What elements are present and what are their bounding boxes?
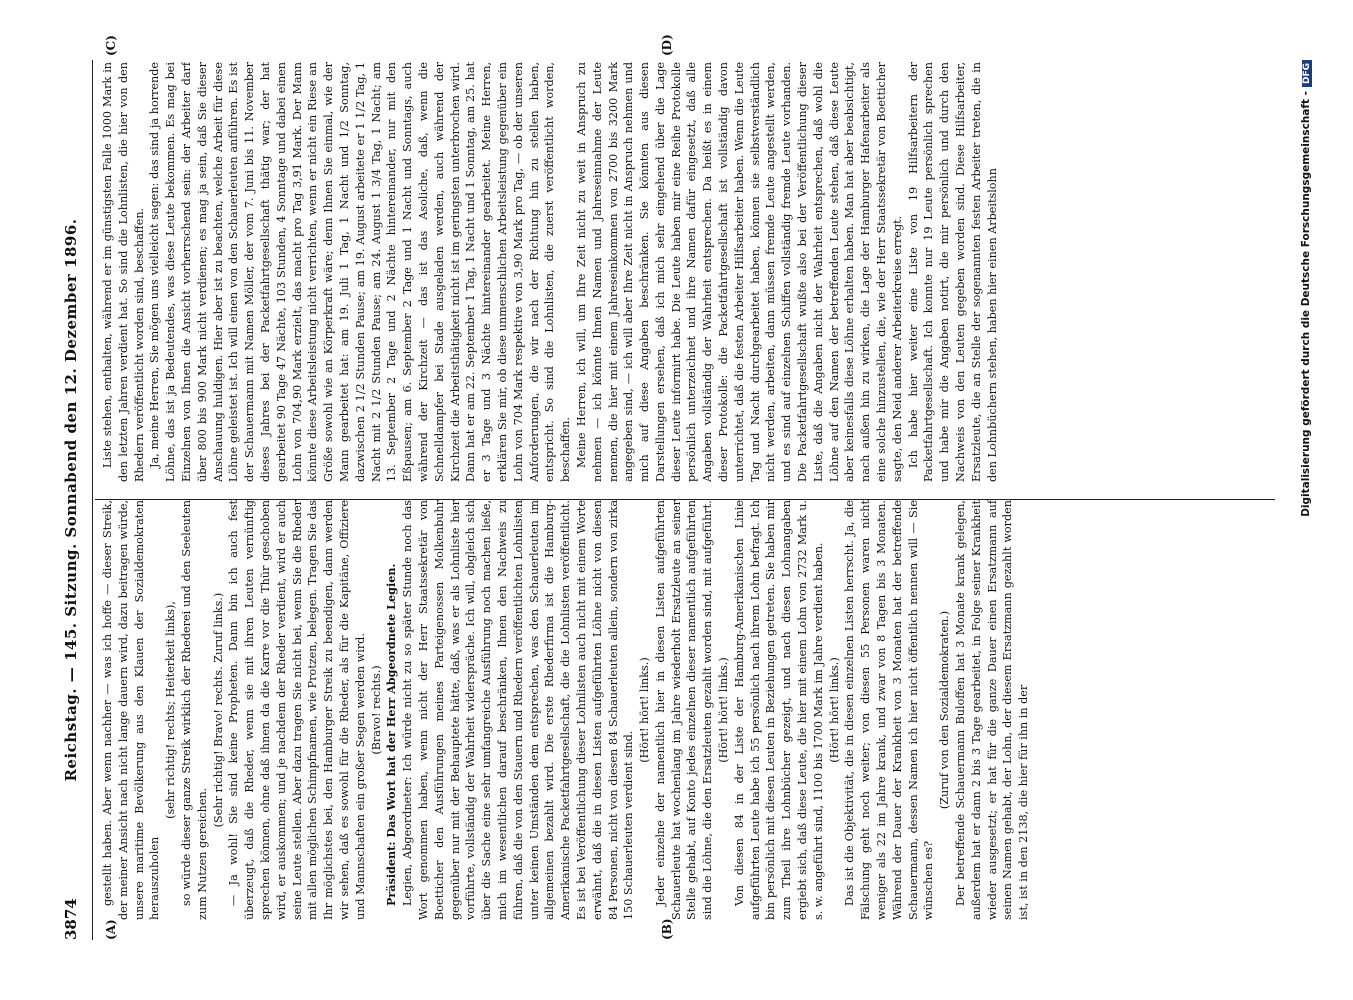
interjection: (Sehr richtig! Bravo! rechts. Zuruf links.) <box>211 592 225 828</box>
paragraph: Der betreffende Schauermann Buloffen hat 3 Monate krank gelegen, außerdem hat er dann 2 bis 3 Tage gearbeitet, in Folge seiner Krankheit wieder ausgesetzt; er hat für die ganze Dauer einen Ersatzmann auf seinen Namen gehabt, der Lohn, der diesem Ersatzmann gezahlt worden ist, ist in den 2138, die hier für ihn in der <box>954 500 1031 920</box>
right-text-column <box>100 62 1275 482</box>
page-number: 3874 <box>62 898 80 940</box>
interjection: (Zuruf von den Sozialdemokraten.) <box>938 610 952 810</box>
paragraph: so würde dieser ganze Streik wirklich der Rhederei und den Seeleuten zum Nutzen gereichen. <box>179 500 209 920</box>
footer-text: Digitalisierung gefördert durch die Deutsche Forschungsgemeinschaft - <box>1300 91 1312 517</box>
interjection: (Bravo! rechts.) <box>369 665 383 755</box>
header-rule <box>92 60 93 940</box>
margin-marker-a: (A) <box>104 919 118 940</box>
paragraph: — Ja wohl! Sie sind keine Propheten. Dann bin ich auch fest überzeugt, daß die Rheder, wenn sie mit ihren Leuten vernünftig sprechen können, ohne daß ihnen da die Karre vor die Thür geschoben wird, er auskommen; und je nachdem der Rheder verdient, wird er auch seine Leute stellen. Aber dazu tragen Sie nicht bei, wenn Sie die Rheder mit allen möglichen Schimpfnamen, wie Protzen, belegen. Tragen Sie das Ihr möglichstes bei, den Hamburger Streik zu beendigen, dann werden wir sehen, daß es sowohl für die Rheder, als für die Kapitäne, Offiziere und Mannschaften ein großer Segen werden wird. <box>227 500 367 920</box>
paragraph: Liste stehen, enthalten, während er im günstigsten Falle 1000 Mark in den letzten Jahren verdient hat. So sind die Lohnlisten, die hier von den Rhedern veröffentlicht worden sind, beschaffen. <box>101 62 146 482</box>
interjection: (sehr richtig! rechts; Heiterkeit links), <box>164 601 178 819</box>
speaker-line: Präsident: Das Wort hat der Herr Abgeordnete Legien. <box>384 563 399 906</box>
paragraph: Das ist die Objektivität, die in diesen einzelnen Listen herrscht. Ja, die Fälschung geht noch weiter; von diesen 55 Personen waren nicht weniger als 22 im Jahre krank, und zwar von 8 Tagen bis 3 Monaten. Während der Dauer der Krankheit von 3 Monaten hat der betreffende Schauermann, dessen Namen ich hier nicht öffentlich nennen will — Sie wünschen es? <box>843 500 936 920</box>
margin-marker-b: (B) <box>660 918 674 940</box>
paragraph: Legien, Abgeordneter: Ich würde nicht zu so später Stunde noch das Wort genommen haben, wenn nicht der Herr Staatssekretär von Boetticher den Ausführungen meines Parteigenossen Molkenbuhr gegenüber nur mit der Behauptete hätte, daß, was er als Lohnliste hier vorführte, vollständig der Wahrheit widerspräche. Ich will, obgleich sich über die Sache eine sehr umfangreiche Ausführung noch machen ließe, mich im wesentlichen darauf beschränken, Ihnen den Nachweis zu führen, daß die von den Stauern und Rhedern veröffentlichten Lohnlisten unter keinen Umständen dem entsprechen, was den Schauerleuten im allgemeinen bezahlt wird. Die erste Rhederfirma ist die Hamburg-Amerikanische Packetfahrtgesellschaft, die die Lohnlisten veröffentlicht. Es ist bei Veröffentlichung dieser Lohnlisten auch nicht mit einem Worte erwähnt, daß die in diesen Listen aufgeführten Löhne nicht von diesen 84 Personen, nicht von diesen 84 Schauerleuten allein, sondern von zirka 150 Schauerleuten verdient sind. <box>401 500 636 920</box>
page-header <box>62 60 86 940</box>
page-title: Reichstag. — 145. Sitzung. Sonnabend den 12. Dezember 1896. <box>62 218 80 782</box>
left-text-column <box>100 500 1275 920</box>
paragraph: Meine Herren, ich will, um Ihre Zeit nicht zu weit in Anspruch zu nehmen — ich könnte Ihnen Namen und Jahreseinnahme der Leute nennen, die hier mit einem Jahreseinkommen von 2700 bis 3200 Mark angegeben sind, — ich will aber Ihre Zeit nicht in Anspruch nehmen und mich auf diese Angaben beschränken. Sie könnten aus diesen Darstellungen ersehen, daß ich mich sehr eingehend über die Lage dieser Leute informirt habe. Die Leute haben mir eine Reihe Protokolle persönlich unterzeichnet und ihre Namen dafür eingesetzt, daß alle Angaben vollständig der Wahrheit entsprechen. Da heißt es in einem dieser Protokolle: die Packetfahrtgesellschaft ist vollständig davon unterrichtet, daß die festen Arbeiter Hilfsarbeiter haben. Wenn die Leute Tag und Nacht durchgearbeitet haben, können sie selbstverständlich nicht werden, arbeiten, dann müssen fremde Leute angestellt werden, und es sind auf einzelnen Schiffen vollständig fremde Leute vorhanden. Die Packetfahrtgesellschaft wußte also bei der Veröffentlichung dieser Liste, daß die Angaben nicht der Wahrheit entsprechen, daß wohl die Löhne auf den Namen der betreffenden Leute stehen, daß diese Leute aber keinesfalls diese Löhne erhalten haben. Man hat aber beabsichtigt, nach außen hin zu wirken, die Lage der Hamburger Hafenarbeiter als eine solche hinzustellen, die, wie der Herr Staatssekretär von Boetticher sagte, den Neid anderer Arbeiterkreise erregt. <box>574 62 904 482</box>
digitization-footer <box>1300 60 1312 940</box>
paragraph: Ja, meine Herren, Sie mögen uns vielleicht sagen: das sind ja horrende Löhne, das ist ja Bedeutendes, was diese Leute bekommen. Es mag bei Einzelnen von Ihnen die Ansicht vorherrschend sein: der Arbeiter darf über 800 bis 900 Mark nicht verdienen; es mag ja sein, daß Sie dieser Anschauung huldigen. Hier aber ist zu beachten, welche Arbeit für diese Löhne geleistet ist. Ich will einen von den Schauerleuten anführen. Es ist der Schauermann mit Namen Möller, der vom 7. Juni bis 11. November dieses Jahres bei der Packetfahrtgesellschaft thätig war; der hat gearbeitet 90 Tage 47 Nächte, 103 Stunden, 4 Sonntage und dabei einen Lohn von 704,90 Mark erzielt, das macht pro Tag 3,91 Mark. Der Mann könnte diese Arbeitsleistung nicht verrichten, wenn er nicht ein Riese an Größe sowohl wie an Körperkraft wäre; denn Ihnen Sie einmal, wie der Mann gearbeitet hat: am 19. Juli 1 Tag, 1 Nacht und 1/2 Sonntag, dazwischen 2 1/2 Stunden Pause; am 19. August arbeitete er 1 1/2 Tag, 1 Nacht mit 2 1/2 Stunden Pause; am 24. August 1 3/4 Tag, 1 Nacht; am 13. September 2 Tage und 2 Nächte hintereinander, nur mit den Eßpausen; am 6. September 2 Tage und 1 Nacht und Sonntags, auch während der Kirchzeit — das ist das Asoliche, daß, wenn die Schnelldampfer bei Stade ausgeladen werden, auch während der Kirchzeit die Arbeitsthätigkeit nicht ist im geringsten unterbrochen wird. Dann hat er am 22. September 1 Tag, 1 Nacht und 1 Sonntag, am 25. hat er 3 Tage und 3 Nächte hintereinander gearbeitet. Meine Herren, erklären Sie mir, ob diese unmenschlichen Arbeitsleistung gegenüber ein Lohn von 704 Mark respektive von 3,90 Mark pro Tag, — ob der unseren Anforderungen, die wir nach der Richtung hin zu stellen haben, entspricht. So sind die Lohnlisten, die zuerst veröffentlicht worden, beschaffen. <box>148 62 573 482</box>
interjection: (Hört! hört! links.) <box>827 657 841 763</box>
dfg-logo: DFG <box>1302 60 1312 87</box>
paragraph: gestellt haben. Aber wenn nachher — was ich hoffe — dieser Streik, der meiner Ansicht nach nicht lange dauern wird, dazu beitragen würde, unsere maritime Bevölkerung aus den Klauen der Sozialdemokraten herauszuholen <box>101 500 162 920</box>
interjection: (Hört! hört! links.) <box>717 657 731 763</box>
margin-marker-c: (C) <box>104 35 118 56</box>
margin-marker-d: (D) <box>660 34 674 56</box>
interjection: (Hört! hört! links.) <box>638 657 652 763</box>
paragraph: Jeder einzelne der namentlich hier in diesen Listen aufgeführten Schauerleute hat wochenlang im Jahre wiederholt Ersatzleute an seiner Stelle gehabt, auf Konto jedes einzelnen dieser namentlich aufgeführten sind die Löhne, die den Ersatzleuten gezahlt worden sind, mit aufgeführt. <box>653 500 715 920</box>
paragraph: Von diesen 84 in der Liste der Hamburg-Amerikanischen Linie aufgeführten Leute habe ich 55 persönlich nach ihrem Lohn befragt. Ich bin persönlich mit diesen Leuten in Beziehungen getreten. Sie haben mir zum Theil ihre Lohnbücher gezeigt, und nach diesen Lohnangaben ergiebt sich, daß diese Leute, die hier mit einem Lohn von 2732 Mark u. s. w. angeführt sind, 1100 bis 1700 Mark im Jahre verdient haben. <box>732 500 825 920</box>
paragraph: Ich habe hier weiter eine Liste von 19 Hilfsarbeitern der Packetfahrtgesellschaft. Ich konnte nur 19 Leute persönlich sprechen und habe mir die Angaben notirt, die mir persönlich und durch den Nachweis von den Leuten gegeben worden sind. Diese Hilfsarbeiter, Ersatzleute, die an Stelle der sogenannten festen Arbeiter treten, die in den Lohnbüchern stehen, haben hier einen Arbeitslohn <box>906 62 999 482</box>
